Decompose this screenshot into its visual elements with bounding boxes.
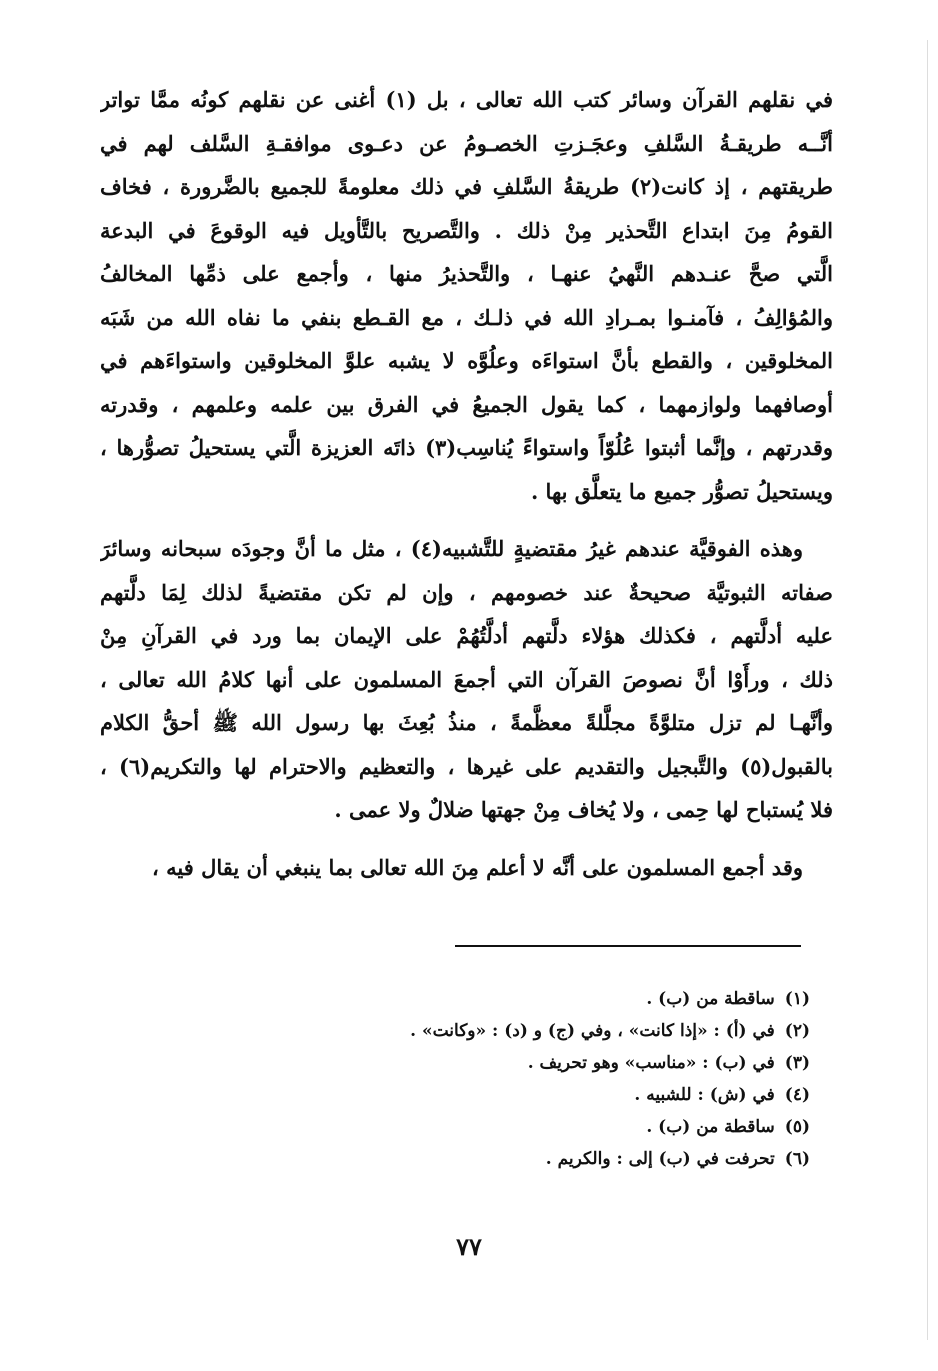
main-text: [100, 78, 833, 889]
text-line: وقدرتهم ، وإنَّما أثبتوا عُلُوّاً واستواءً يُناسِب(٣) ذاتَه العزيزة الَّتي يستحيلُ تصوُّرها ،: [100, 435, 833, 460]
text-line: الَّتي صحَّ عنـدهم النَّهيُ عنهـا ، والتَّحذيرُ منها ، وأجمع على ذمِّها المخالفُ: [100, 261, 833, 286]
text-line: المخلوقين ، والقطع بأنَّ استواءَه وعلُوَّه لا يشبه علوَّ المخلوقين واستواءَهم في: [100, 348, 833, 373]
footnote: [210, 1111, 810, 1143]
text-line: أنَّــه طريقـةُ السَّلفِ وعجَـزتِ الخصـومُ عن دعـوى موافقـةِ السَّلف لهم في: [100, 130, 833, 156]
text-line: ويستحيلُ تصوُّر جميع ما يتعلَّق بها .: [530, 478, 833, 504]
text-line: وأنَّهـا لم تزل متلوَّةً مجلَّلةً معظَّمةً ، منذُ بُعِثَ بها رسول الله ﷺ أحقُّ الكلام: [100, 710, 833, 735]
text-line: ذلك ، ورأَوْا أنَّ نصوصَ القرآن التي أجمعَ المسلمون على أنها كلامُ الله تعالى ،: [100, 666, 833, 692]
footnote: [210, 1143, 810, 1175]
footnote-text: تحرفت في (ب) إلى : والكريم .: [545, 1149, 775, 1169]
footnotes: [210, 983, 810, 1175]
footnote-separator: [455, 945, 801, 947]
text-line: صفاته الثبوتيَّة صحيحةٌ عند خصومهم ، وإن لم تكن مقتضيةً لذلك لِمَا دلَّتهم: [100, 579, 833, 605]
page-number: ٧٧: [456, 1232, 482, 1261]
text-line: طريقتهم ، إذ كانت(٢) طريقةُ السَّلفِ في ذلك معلومةً للجميع بالضَّرورة ، فخاف: [100, 174, 833, 199]
text-line: أوصافهما ولوازمهما ، كما يقول الجميعُ في الفرق بين علمه وعلمهم ، وقدرته: [100, 391, 833, 417]
footnote-number: (٣): [784, 1053, 810, 1073]
footnote-text: ساقطة من (ب) .: [646, 989, 775, 1009]
text-line: بالقبول(٥) والتَّبجيل والتقديم على غيرها ، والتعظيم والاحترام لها والتكريم(٦) ،: [100, 753, 833, 779]
text-line: في نقلهم القرآن وسائر كتب الله تعالى ، بل (١) أغنى عن نقلهم كونُه ممَّا تواتر: [100, 87, 833, 112]
text-line: عليه أدلَّتهم ، فكذلك هؤلاء دلَّتهم أدلَّتُهُمْ على الإيمان بما ورد في القرآنِ مِنْ: [100, 623, 833, 648]
footnote-text: في (أ) : «إذا كانت» ، وفي (ج) و (د) : «وكانت» .: [410, 1021, 775, 1041]
footnote-text: ساقطة من (ب) .: [646, 1117, 775, 1137]
footnote: [210, 1015, 810, 1047]
footnote-number: (٤): [784, 1085, 810, 1105]
footnote: [210, 983, 810, 1015]
footnote-number: (٢): [784, 1021, 810, 1041]
text-line: فلا يُستباح لها حِمى ، ولا يُخاف مِنْ جهتها ضلالٌ ولا عمى .: [334, 797, 833, 822]
paragraph-1: [100, 78, 833, 513]
footnote: [210, 1079, 810, 1111]
footnote-number: (٥): [784, 1117, 810, 1137]
page-edge-line: [927, 40, 928, 1340]
text-line: القومُ مِنَ ابتداع التَّحذير مِنْ ذلك . والتَّصريح بالتَّأويل فيه الوقوعَ في البدعة: [100, 217, 833, 243]
footnote-text: في (ب) : «مناسب» وهو تحريف .: [527, 1053, 775, 1073]
footnote-number: (٦): [784, 1149, 810, 1169]
footnote-number: (١): [784, 989, 810, 1009]
footnote: [210, 1047, 810, 1079]
text-line: وهذه الفوقيَّة عندهم غيرُ مقتضيةٍ للتَّشبيه(٤) ، مثل ما أنَّ وجودَه سبحانه وسائرَ: [100, 536, 803, 561]
paragraph-3: [100, 846, 833, 890]
text-line: والمُؤالِفُ ، فآمنـوا بمـرادِ الله في ذلـك ، مع القـطع بنفي ما نفاه الله من شَبَه: [100, 304, 833, 330]
footnote-text: في (ش) : للشبيه .: [634, 1085, 775, 1105]
text-line: وقد أجمع المسلمون على أنَّه لا أعلم مِنَ الله تعالى بما ينبغي أن يقال فيه ،: [152, 854, 803, 880]
paragraph-2: [100, 527, 833, 832]
